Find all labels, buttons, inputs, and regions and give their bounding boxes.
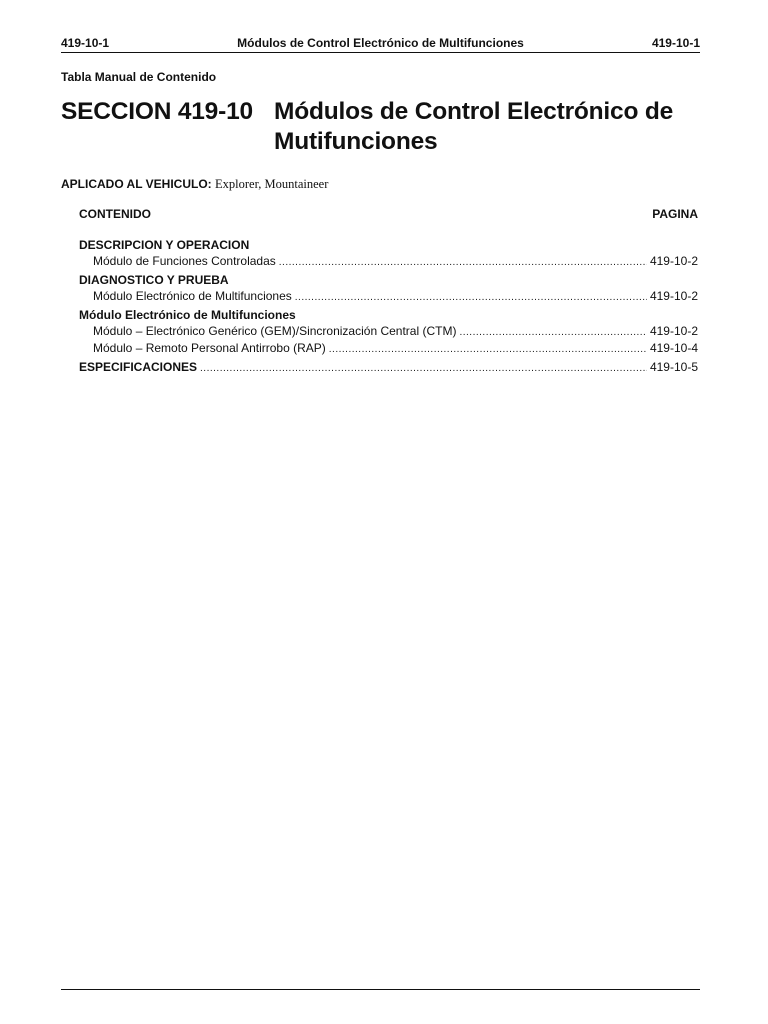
toc-entry[interactable] <box>79 288 698 305</box>
toc-entry-text: Módulo – Remoto Personal Antirrobo (RAP) <box>93 341 326 355</box>
toc-entry-page: 419-10-2 <box>649 254 698 268</box>
toc-entry-page: 419-10-2 <box>649 324 698 338</box>
document-page <box>61 0 700 1024</box>
toc-entry-page: 419-10-2 <box>649 289 698 303</box>
header-page-number-left: 419-10-1 <box>61 36 110 50</box>
toc-group-title: DIAGNOSTICO Y PRUEBA <box>79 273 229 287</box>
toc-entry-specifications[interactable] <box>79 359 698 376</box>
toc-entry-text: ESPECIFICACIONES <box>79 360 198 374</box>
dot-leader <box>295 289 647 306</box>
section-number: SECCION 419-10 <box>61 98 253 125</box>
table-of-contents <box>79 207 698 376</box>
toc-entry-page: 419-10-4 <box>649 341 698 355</box>
section-name: Módulos de Control Electrónico de Mutifunciones <box>274 98 674 155</box>
footer-rule <box>61 989 700 990</box>
running-header <box>61 34 700 53</box>
toc-entry[interactable] <box>79 340 698 357</box>
toc-column-page: PAGINA <box>652 207 698 221</box>
toc-column-headers <box>79 207 698 227</box>
toc-group-title: DESCRIPCION Y OPERACION <box>79 238 250 252</box>
applied-vehicle-value: Explorer, Mountaineer <box>215 177 329 191</box>
dot-leader <box>459 324 646 341</box>
toc-group-title: Módulo Electrónico de Multifunciones <box>79 308 296 322</box>
toc-entry-text: Módulo de Funciones Controladas <box>93 254 276 268</box>
toc-entry-page: 419-10-5 <box>649 360 698 374</box>
header-page-number-right: 419-10-1 <box>651 36 700 50</box>
applied-vehicle-label: APLICADO AL VEHICULO: <box>61 177 212 191</box>
toc-entry-text: Módulo Electrónico de Multifunciones <box>93 289 292 303</box>
toc-column-contents: CONTENIDO <box>79 207 151 221</box>
applied-vehicle <box>61 177 328 192</box>
dot-leader <box>279 254 647 271</box>
toc-entry[interactable] <box>79 323 698 340</box>
dot-leader <box>200 360 647 377</box>
header-title: Módulos de Control Electrónico de Multifunciones <box>237 36 524 50</box>
toc-label: Tabla Manual de Contenido <box>61 70 217 84</box>
toc-entry-text: Módulo – Electrónico Genérico (GEM)/Sincronización Central (CTM) <box>93 324 457 338</box>
dot-leader <box>329 341 647 358</box>
toc-entry[interactable] <box>79 253 698 270</box>
